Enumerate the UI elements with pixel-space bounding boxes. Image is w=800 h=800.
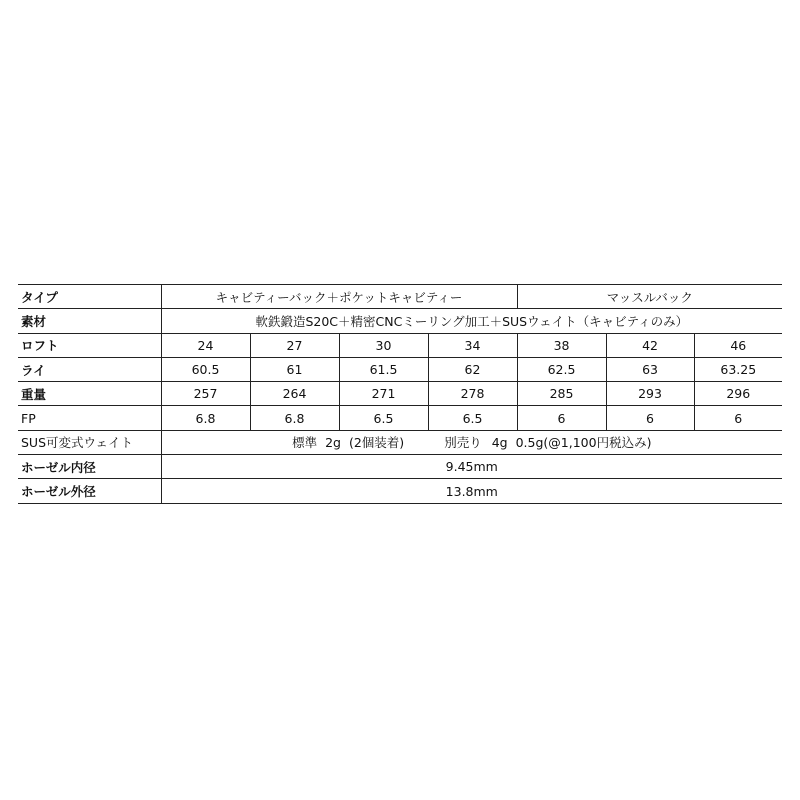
type-muscle: マッスルバック	[517, 285, 782, 309]
material-value: 軟鉄鍛造S20C＋精密CNCミーリング加工＋SUSウェイト（キャビティのみ）	[161, 309, 782, 333]
lie-cell: 61.5	[339, 357, 428, 381]
sus-sep-weight-2: 0.5g	[515, 435, 544, 451]
fp-cell: 6.8	[250, 406, 339, 430]
row-fp	[18, 406, 782, 430]
sus-separate: 別売り	[444, 435, 482, 451]
spec-table	[18, 284, 782, 504]
row-label-hosel-outer: ホーゼル外径	[18, 479, 161, 503]
loft-cell: 38	[517, 333, 606, 357]
lie-cell: 63	[606, 357, 694, 381]
lie-cell: 62	[428, 357, 517, 381]
weight-cell: 271	[339, 382, 428, 406]
sus-price-note: (@1,100円税込み)	[543, 435, 652, 451]
fp-cell: 6	[517, 406, 606, 430]
type-cavity: キャビティーバック＋ポケットキャビティー	[161, 285, 517, 309]
hosel-inner-value: 9.45mm	[161, 455, 782, 479]
sus-sep-weight-1: 4g	[491, 435, 508, 451]
sus-standard: 標準	[292, 435, 318, 451]
loft-cell: 30	[339, 333, 428, 357]
row-type	[18, 285, 782, 309]
fp-cell: 6	[694, 406, 782, 430]
fp-cell: 6.5	[339, 406, 428, 430]
loft-cell: 46	[694, 333, 782, 357]
hosel-outer-value: 13.8mm	[161, 479, 782, 503]
row-label-material: 素材	[18, 309, 161, 333]
row-label-sus-weight: SUS可変式ウェイト	[18, 430, 161, 454]
weight-cell: 296	[694, 382, 782, 406]
row-material	[18, 309, 782, 333]
row-label-type: タイプ	[18, 285, 161, 309]
weight-cell: 257	[161, 382, 250, 406]
sus-standard-note: (2個装着)	[348, 435, 405, 451]
weight-cell: 293	[606, 382, 694, 406]
lie-cell: 61	[250, 357, 339, 381]
loft-cell: 27	[250, 333, 339, 357]
row-hosel-inner	[18, 455, 782, 479]
row-label-loft: ロフト	[18, 333, 161, 357]
row-lie	[18, 357, 782, 381]
fp-cell: 6.5	[428, 406, 517, 430]
weight-cell: 285	[517, 382, 606, 406]
row-sus-weight	[18, 430, 782, 454]
row-label-fp: FP	[18, 406, 161, 430]
row-weight	[18, 382, 782, 406]
weight-cell: 264	[250, 382, 339, 406]
fp-cell: 6.8	[161, 406, 250, 430]
row-label-weight: 重量	[18, 382, 161, 406]
lie-cell: 60.5	[161, 357, 250, 381]
fp-cell: 6	[606, 406, 694, 430]
row-hosel-outer	[18, 479, 782, 503]
loft-cell: 34	[428, 333, 517, 357]
sus-weight-value	[161, 430, 782, 454]
loft-cell: 24	[161, 333, 250, 357]
row-label-lie: ライ	[18, 357, 161, 381]
lie-cell: 63.25	[694, 357, 782, 381]
sus-standard-weight: 2g	[325, 435, 341, 451]
row-label-hosel-inner: ホーゼル内径	[18, 455, 161, 479]
row-loft	[18, 333, 782, 357]
weight-cell: 278	[428, 382, 517, 406]
loft-cell: 42	[606, 333, 694, 357]
lie-cell: 62.5	[517, 357, 606, 381]
